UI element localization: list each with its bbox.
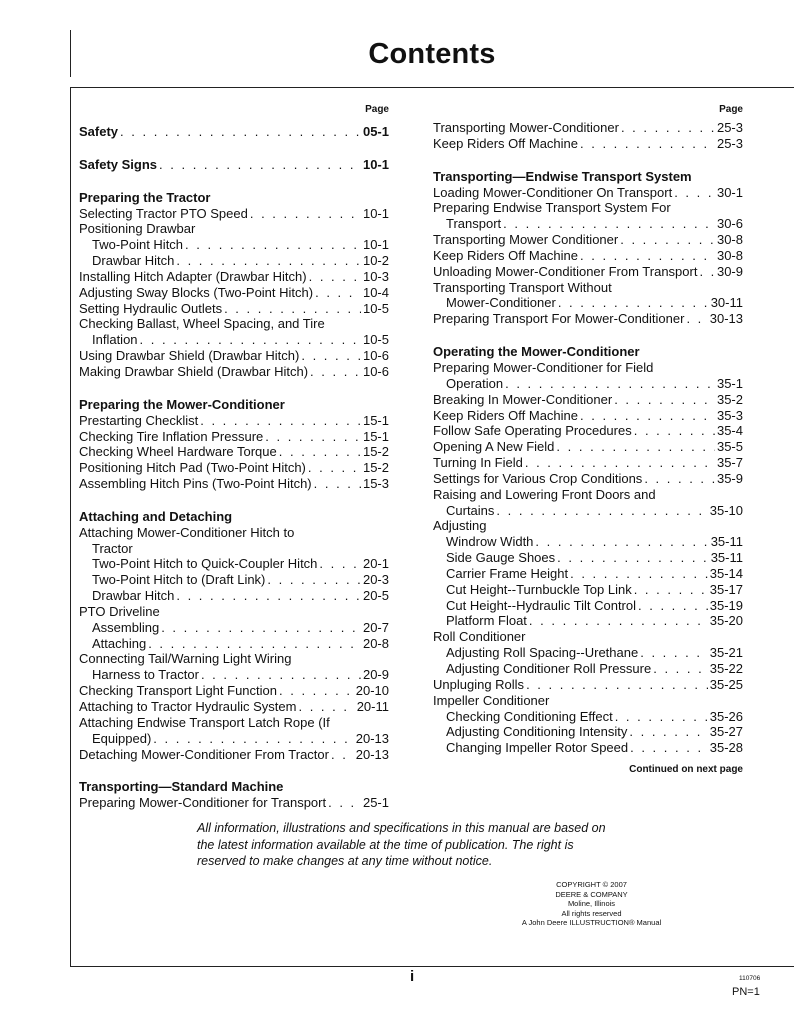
section-spacer [79, 140, 389, 157]
toc-entry[interactable] [433, 550, 743, 566]
dot-leader [496, 503, 707, 519]
dot-leader [201, 667, 361, 683]
toc-entry[interactable] [433, 439, 743, 455]
page-title: Contents [368, 38, 496, 70]
toc-entry-page: 35-28 [709, 740, 743, 756]
toc-entry[interactable] [79, 699, 389, 715]
toc-entry-page: 10-3 [362, 268, 389, 284]
page-number: i [410, 968, 415, 985]
toc-entry-title: Loading Mower-Conditioner On Transport [433, 184, 673, 200]
dot-leader [279, 444, 361, 460]
toc-entry-title: Equipped) [92, 730, 152, 746]
toc-right-column [433, 103, 743, 778]
toc-entry-title: Two-Point Hitch to (Draft Link) [92, 572, 266, 588]
dot-leader [621, 120, 715, 136]
dot-leader [265, 429, 361, 445]
toc-entry-page: 35-5 [716, 439, 743, 455]
toc-entry-title: Drawbar Hitch [92, 253, 175, 269]
copyright-line: Moline, Illinois [567, 899, 616, 908]
toc-entry[interactable] [433, 566, 743, 582]
section-heading: Operating the Mower-Conditioner [433, 344, 640, 360]
toc-entry[interactable] [79, 747, 389, 763]
copyright-line: All rights reserved [561, 908, 622, 918]
toc-entry-page: 35-9 [716, 470, 743, 486]
dot-leader [161, 620, 361, 636]
toc-entry-page: 10-6 [362, 363, 389, 379]
toc-entry-title: Transport [446, 216, 502, 232]
toc-text-line: Checking Ballast, Wheel Spacing, and Tire [79, 316, 325, 332]
toc-entry-page: 35-22 [709, 661, 743, 676]
toc-entry-title: Keep Riders Off Machine [433, 135, 578, 151]
toc-entry[interactable] [79, 683, 389, 699]
toc-entry-page: 20-13 [355, 746, 389, 762]
toc-entry-title: Transporting Mower-Conditioner [433, 120, 619, 135]
toc-entry[interactable] [433, 311, 743, 327]
toc-text-line: Attaching Endwise Transport Latch Rope (If [79, 714, 330, 730]
page-column-label: Page [719, 104, 743, 115]
dot-leader [224, 301, 361, 317]
toc-entry-title: Breaking In Mower-Conditioner [433, 391, 613, 407]
toc-entry[interactable] [79, 332, 389, 348]
dot-leader [310, 364, 361, 380]
toc-text-line: Raising and Lowering Front Doors and [433, 486, 656, 502]
toc-entry-page: 15-1 [362, 412, 389, 428]
dot-leader [699, 264, 715, 280]
dot-leader [580, 248, 715, 264]
toc-entry-title: Checking Conditioning Effect [446, 708, 613, 724]
toc-entry-page: 35-2 [716, 391, 743, 407]
toc-entry-title: Adjusting Sway Blocks (Two-Point Hitch) [79, 284, 314, 300]
toc-entry[interactable] [79, 413, 389, 429]
toc-entry[interactable] [79, 301, 389, 317]
toc-entry-title: Making Drawbar Shield (Drawbar Hitch) [79, 363, 309, 379]
toc-entry-page: 35-26 [709, 708, 743, 724]
toc-entry-title: Using Drawbar Shield (Drawbar Hitch) [79, 348, 300, 364]
toc-entry-title: Changing Impeller Rotor Speed [446, 740, 629, 756]
toc-entry-page: 35-3 [716, 407, 743, 423]
toc-entry[interactable] [79, 253, 389, 269]
toc-entry[interactable] [79, 237, 389, 253]
toc-entry-title: Adjusting Conditioning Intensity [446, 724, 628, 740]
dot-leader [644, 471, 715, 487]
toc-entry[interactable] [433, 677, 743, 693]
toc-entry-page: 20-8 [362, 635, 389, 651]
toc-entry-page: 10-1 [362, 205, 389, 221]
toc-entry[interactable] [79, 364, 389, 380]
dot-leader [159, 157, 361, 173]
toc-text-line: Attaching Mower-Conditioner Hitch to [79, 524, 295, 540]
toc-entry-title: Checking Transport Light Function [79, 683, 277, 699]
dot-leader [630, 740, 708, 756]
copyright-line: DEERE & COMPANY [555, 889, 628, 899]
toc-entry[interactable] [433, 582, 743, 598]
toc-entry[interactable] [433, 216, 743, 232]
dot-leader [301, 348, 361, 364]
toc-entry-title: Selecting Tractor PTO Speed [79, 205, 248, 221]
toc-entry-page: 30-1 [716, 184, 743, 200]
toc-entry[interactable] [433, 423, 743, 439]
section-heading: Attaching and Detaching [79, 508, 233, 524]
toc-entry-page: 35-20 [709, 613, 743, 629]
toc-entry-title: Cut Height--Turnbuckle Top Link [446, 581, 632, 597]
doc-code: 110706 [739, 975, 761, 982]
toc-entry-title: Carrier Frame Height [446, 565, 569, 581]
dot-leader [580, 408, 715, 424]
toc-entry-title: Inflation [92, 332, 138, 348]
toc-entry-page: 15-3 [362, 476, 389, 492]
toc-entry-title: Checking Wheel Hardware Torque [79, 444, 277, 460]
toc-entry-page: 35-7 [716, 455, 743, 471]
toc-entry[interactable] [79, 429, 389, 445]
toc-entry[interactable] [79, 348, 389, 364]
toc-entry-page: 30-8 [716, 247, 743, 263]
toc-entry[interactable] [433, 534, 743, 550]
toc-entry[interactable] [433, 120, 743, 136]
toc-entry-page: 25-1 [362, 795, 389, 811]
toc-entry[interactable] [79, 476, 389, 492]
dot-leader [653, 661, 708, 677]
toc-entry-title: Unpluging Rolls [433, 676, 525, 692]
toc-text-line: Preparing Mower-Conditioner for Field [433, 359, 654, 375]
toc-entry-page: 20-10 [355, 683, 389, 699]
copyright-line: COPYRIGHT © 2007 [556, 880, 627, 889]
toc-entry-page: 35-1 [716, 375, 743, 391]
toc-entry-title: Operation [446, 375, 504, 391]
toc-entry-page: 10-4 [362, 284, 389, 300]
toc-entry-page: 35-27 [709, 724, 743, 740]
dot-leader [615, 709, 708, 725]
toc-text-line: Impeller Conditioner [433, 692, 550, 708]
toc-text-line: Preparing Endwise Transport System For [433, 200, 671, 216]
toc-entry-page: 20-7 [362, 619, 389, 635]
toc-entry[interactable] [433, 392, 743, 408]
toc-entry-page: 20-13 [355, 730, 389, 746]
toc-entry-title: Checking Tire Inflation Pressure [79, 428, 264, 444]
toc-entry-title: Two-Point Hitch to Quick-Coupler Hitch [92, 556, 318, 572]
toc-entry-page: 15-2 [362, 444, 389, 460]
toc-entry-page: 35-11 [710, 534, 743, 550]
toc-entry-title: Attaching [92, 635, 147, 651]
dot-leader [558, 295, 709, 311]
dot-leader [314, 476, 361, 492]
toc-entry[interactable] [433, 136, 743, 152]
toc-entry-title: Setting Hydraulic Outlets [79, 300, 223, 316]
dot-leader [250, 206, 361, 222]
toc-entry-page: 10-5 [362, 300, 389, 316]
dot-leader [331, 747, 354, 763]
notice-line: the latest information available at the time of publication. The right is [197, 837, 574, 852]
toc-text-line: Transporting Transport Without [433, 279, 612, 295]
toc-entry[interactable] [433, 503, 743, 519]
dot-leader [185, 237, 361, 253]
toc-entry-page: 20-3 [362, 572, 389, 588]
section-heading: Transporting—Endwise Transport System [433, 168, 692, 184]
toc-entry-page: 10-1 [362, 237, 389, 253]
toc-entry-page: 30-13 [709, 311, 743, 327]
toc-entry[interactable] [433, 455, 743, 471]
dot-leader [200, 413, 361, 429]
dot-leader [328, 795, 361, 811]
toc-entry-title: Safety Signs [79, 156, 158, 172]
toc-entry-title: Safety [79, 124, 119, 139]
dot-leader [140, 332, 361, 348]
dot-leader [120, 124, 361, 140]
toc-entry-title: Positioning Hitch Pad (Two-Point Hitch) [79, 460, 306, 476]
dot-leader [674, 185, 715, 201]
toc-entry[interactable] [79, 460, 389, 476]
section-spacer [79, 762, 389, 779]
toc-entry[interactable] [79, 285, 389, 301]
section-heading: Preparing the Mower-Conditioner [79, 396, 285, 412]
toc-entry-title: Platform Float [446, 613, 527, 629]
section-spacer [433, 152, 743, 169]
toc-entry-title: Preparing Transport For Mower-Conditioner [433, 311, 685, 327]
toc-entry-title: Adjusting Roll Spacing--Urethane [446, 645, 639, 661]
toc-entry-page: 10-2 [362, 253, 389, 269]
toc-text-line: Roll Conditioner [433, 629, 526, 645]
toc-entry-page: 35-4 [716, 423, 743, 439]
toc-entry[interactable] [79, 636, 389, 652]
toc-entry-title: Installing Hitch Adapter (Drawbar Hitch) [79, 268, 307, 284]
toc-entry-title: Adjusting Conditioner Roll Pressure [446, 661, 652, 676]
dot-leader [267, 572, 361, 588]
section-heading: Preparing the Tractor [79, 189, 211, 205]
toc-entry-title: Detaching Mower-Conditioner From Tractor [79, 746, 329, 762]
toc-entry-title: Cut Height--Hydraulic Tilt Control [446, 597, 637, 613]
continued-note: Continued on next page [629, 764, 743, 776]
toc-entry-title: Assembling Hitch Pins (Two-Point Hitch) [79, 476, 312, 492]
dot-leader [529, 613, 708, 629]
toc-entry-page: 35-25 [709, 676, 743, 692]
toc-entry[interactable] [79, 667, 389, 683]
copyright-block [514, 880, 669, 928]
toc-entry[interactable] [79, 620, 389, 636]
toc-entry-title: Opening A New Field [433, 439, 555, 455]
toc-entry-page: 10-1 [362, 156, 389, 172]
toc-entry-title: Settings for Various Crop Conditions [433, 470, 643, 486]
dot-leader [686, 311, 707, 327]
toc-entry[interactable] [79, 731, 389, 747]
section-spacer [433, 327, 743, 344]
toc-entry-title: Unloading Mower-Conditioner From Transport [433, 263, 698, 279]
toc-text-line: PTO Driveline [79, 603, 160, 619]
dot-leader [535, 534, 708, 550]
toc-entry[interactable] [433, 613, 743, 629]
toc-entry[interactable] [79, 444, 389, 460]
toc-text-line: Positioning Drawbar [79, 221, 196, 237]
toc-entry[interactable] [79, 795, 389, 811]
toc-entry[interactable] [79, 556, 389, 572]
toc-entry[interactable] [79, 206, 389, 222]
dot-leader [309, 269, 361, 285]
toc-entry-page: 35-14 [709, 565, 743, 581]
toc-entry[interactable] [433, 248, 743, 264]
toc-entry[interactable] [433, 471, 743, 487]
dot-leader [526, 677, 708, 693]
page-column-label: Page [365, 104, 389, 115]
toc-entry-title: Keep Riders Off Machine [433, 247, 578, 263]
toc-entry-title: Mower-Conditioner [446, 295, 556, 311]
toc-entry[interactable] [433, 408, 743, 424]
toc-entry-page: 25-3 [716, 135, 743, 151]
toc-entry-page: 35-19 [709, 597, 743, 613]
dot-leader [279, 683, 354, 699]
dot-leader [176, 253, 361, 269]
dot-leader [580, 136, 715, 152]
dot-leader [153, 731, 353, 747]
dot-leader [298, 699, 354, 715]
toc-entry[interactable] [433, 264, 743, 280]
toc-entry[interactable] [433, 740, 743, 756]
dot-leader [634, 582, 708, 598]
section-heading: Transporting—Standard Machine [79, 779, 284, 795]
toc-entry[interactable] [433, 645, 743, 661]
toc-entry[interactable] [433, 232, 743, 248]
dot-leader [308, 460, 361, 476]
dot-leader [640, 645, 708, 661]
toc-entry-page: 20-11 [356, 699, 389, 714]
dot-leader [505, 376, 715, 392]
toc-entry-page: 30-11 [710, 295, 743, 311]
section-spacer [79, 173, 389, 190]
toc-entry-title: Attaching to Tractor Hydraulic System [79, 699, 297, 714]
toc-entry-page: 25-3 [716, 120, 743, 135]
toc-entry-title: Turning In Field [433, 455, 523, 471]
section-spacer [79, 492, 389, 509]
toc-entry-page: 35-17 [709, 581, 743, 597]
toc-text-line: Adjusting [433, 518, 487, 534]
toc-entry-title: Assembling [92, 619, 160, 635]
toc-entry-title: Harness to Tractor [92, 667, 199, 683]
toc-entry[interactable] [79, 572, 389, 588]
toc-text-line: Connecting Tail/Warning Light Wiring [79, 651, 292, 667]
toc-entry[interactable] [433, 724, 743, 740]
dot-leader [525, 455, 715, 471]
toc-entry-page: 10-5 [362, 332, 389, 348]
dot-leader [614, 392, 715, 408]
toc-entry-page: 20-9 [362, 667, 389, 683]
toc-entry-page: 15-2 [362, 460, 389, 476]
toc-left-column [79, 103, 389, 811]
dot-leader [148, 636, 361, 652]
toc-right-list [433, 120, 743, 756]
publication-notice [197, 820, 637, 870]
toc-left-list [79, 124, 389, 811]
dot-leader [557, 550, 709, 566]
toc-entry-page: 30-6 [716, 216, 743, 232]
dot-leader [319, 556, 361, 572]
dot-leader [638, 598, 708, 614]
toc-entry-page: 35-11 [710, 550, 743, 566]
toc-entry-title: Keep Riders Off Machine [433, 407, 578, 423]
toc-entry[interactable] [79, 157, 389, 173]
toc-entry[interactable] [79, 124, 389, 140]
notice-line: All information, illustrations and specifications in this manual are based on [197, 821, 606, 835]
dot-leader [315, 285, 361, 301]
toc-entry-page: 05-1 [362, 124, 389, 139]
toc-entry-page: 10-6 [362, 348, 389, 364]
toc-entry-title: Curtains [446, 502, 495, 518]
section-spacer [79, 380, 389, 397]
dot-leader [629, 724, 707, 740]
toc-entry-title: Side Gauge Shoes [446, 550, 556, 566]
toc-entry[interactable] [433, 185, 743, 201]
dot-leader [556, 439, 715, 455]
notice-line: reserved to make changes at any time without notice. [197, 854, 493, 868]
dot-leader [620, 232, 715, 248]
toc-entry-title: Drawbar Hitch [92, 588, 175, 604]
toc-entry[interactable] [433, 376, 743, 392]
toc-entry[interactable] [433, 295, 743, 311]
toc-entry-page: 35-21 [709, 645, 743, 661]
toc-entry[interactable] [433, 661, 743, 677]
toc-entry-page: 35-10 [709, 502, 743, 518]
toc-entry[interactable] [433, 598, 743, 614]
toc-entry[interactable] [433, 709, 743, 725]
toc-text-line: Tractor [92, 540, 133, 556]
toc-entry-title: Prestarting Checklist [79, 412, 199, 428]
toc-entry-title: Two-Point Hitch [92, 237, 184, 253]
toc-entry-page: 20-1 [362, 556, 389, 572]
toc-entry-page: 20-5 [362, 588, 389, 604]
pn-label: PN=1 [732, 986, 760, 998]
toc-entry-page: 30-8 [716, 232, 743, 248]
copyright-line: A John Deere ILLUSTRUCTION® Manual [521, 918, 662, 927]
toc-entry[interactable] [79, 269, 389, 285]
dot-leader [503, 216, 715, 232]
dot-leader [570, 566, 708, 582]
toc-entry-title: Follow Safe Operating Procedures [433, 423, 632, 439]
toc-entry-title: Preparing Mower-Conditioner for Transport [79, 795, 327, 811]
toc-entry-title: Windrow Width [446, 534, 534, 550]
toc-entry[interactable] [79, 588, 389, 604]
dot-leader [634, 423, 715, 439]
dot-leader [176, 588, 361, 604]
toc-entry-title: Transporting Mower Conditioner [433, 232, 619, 248]
toc-entry-page: 30-9 [716, 263, 743, 279]
toc-entry-page: 15-1 [362, 428, 389, 444]
